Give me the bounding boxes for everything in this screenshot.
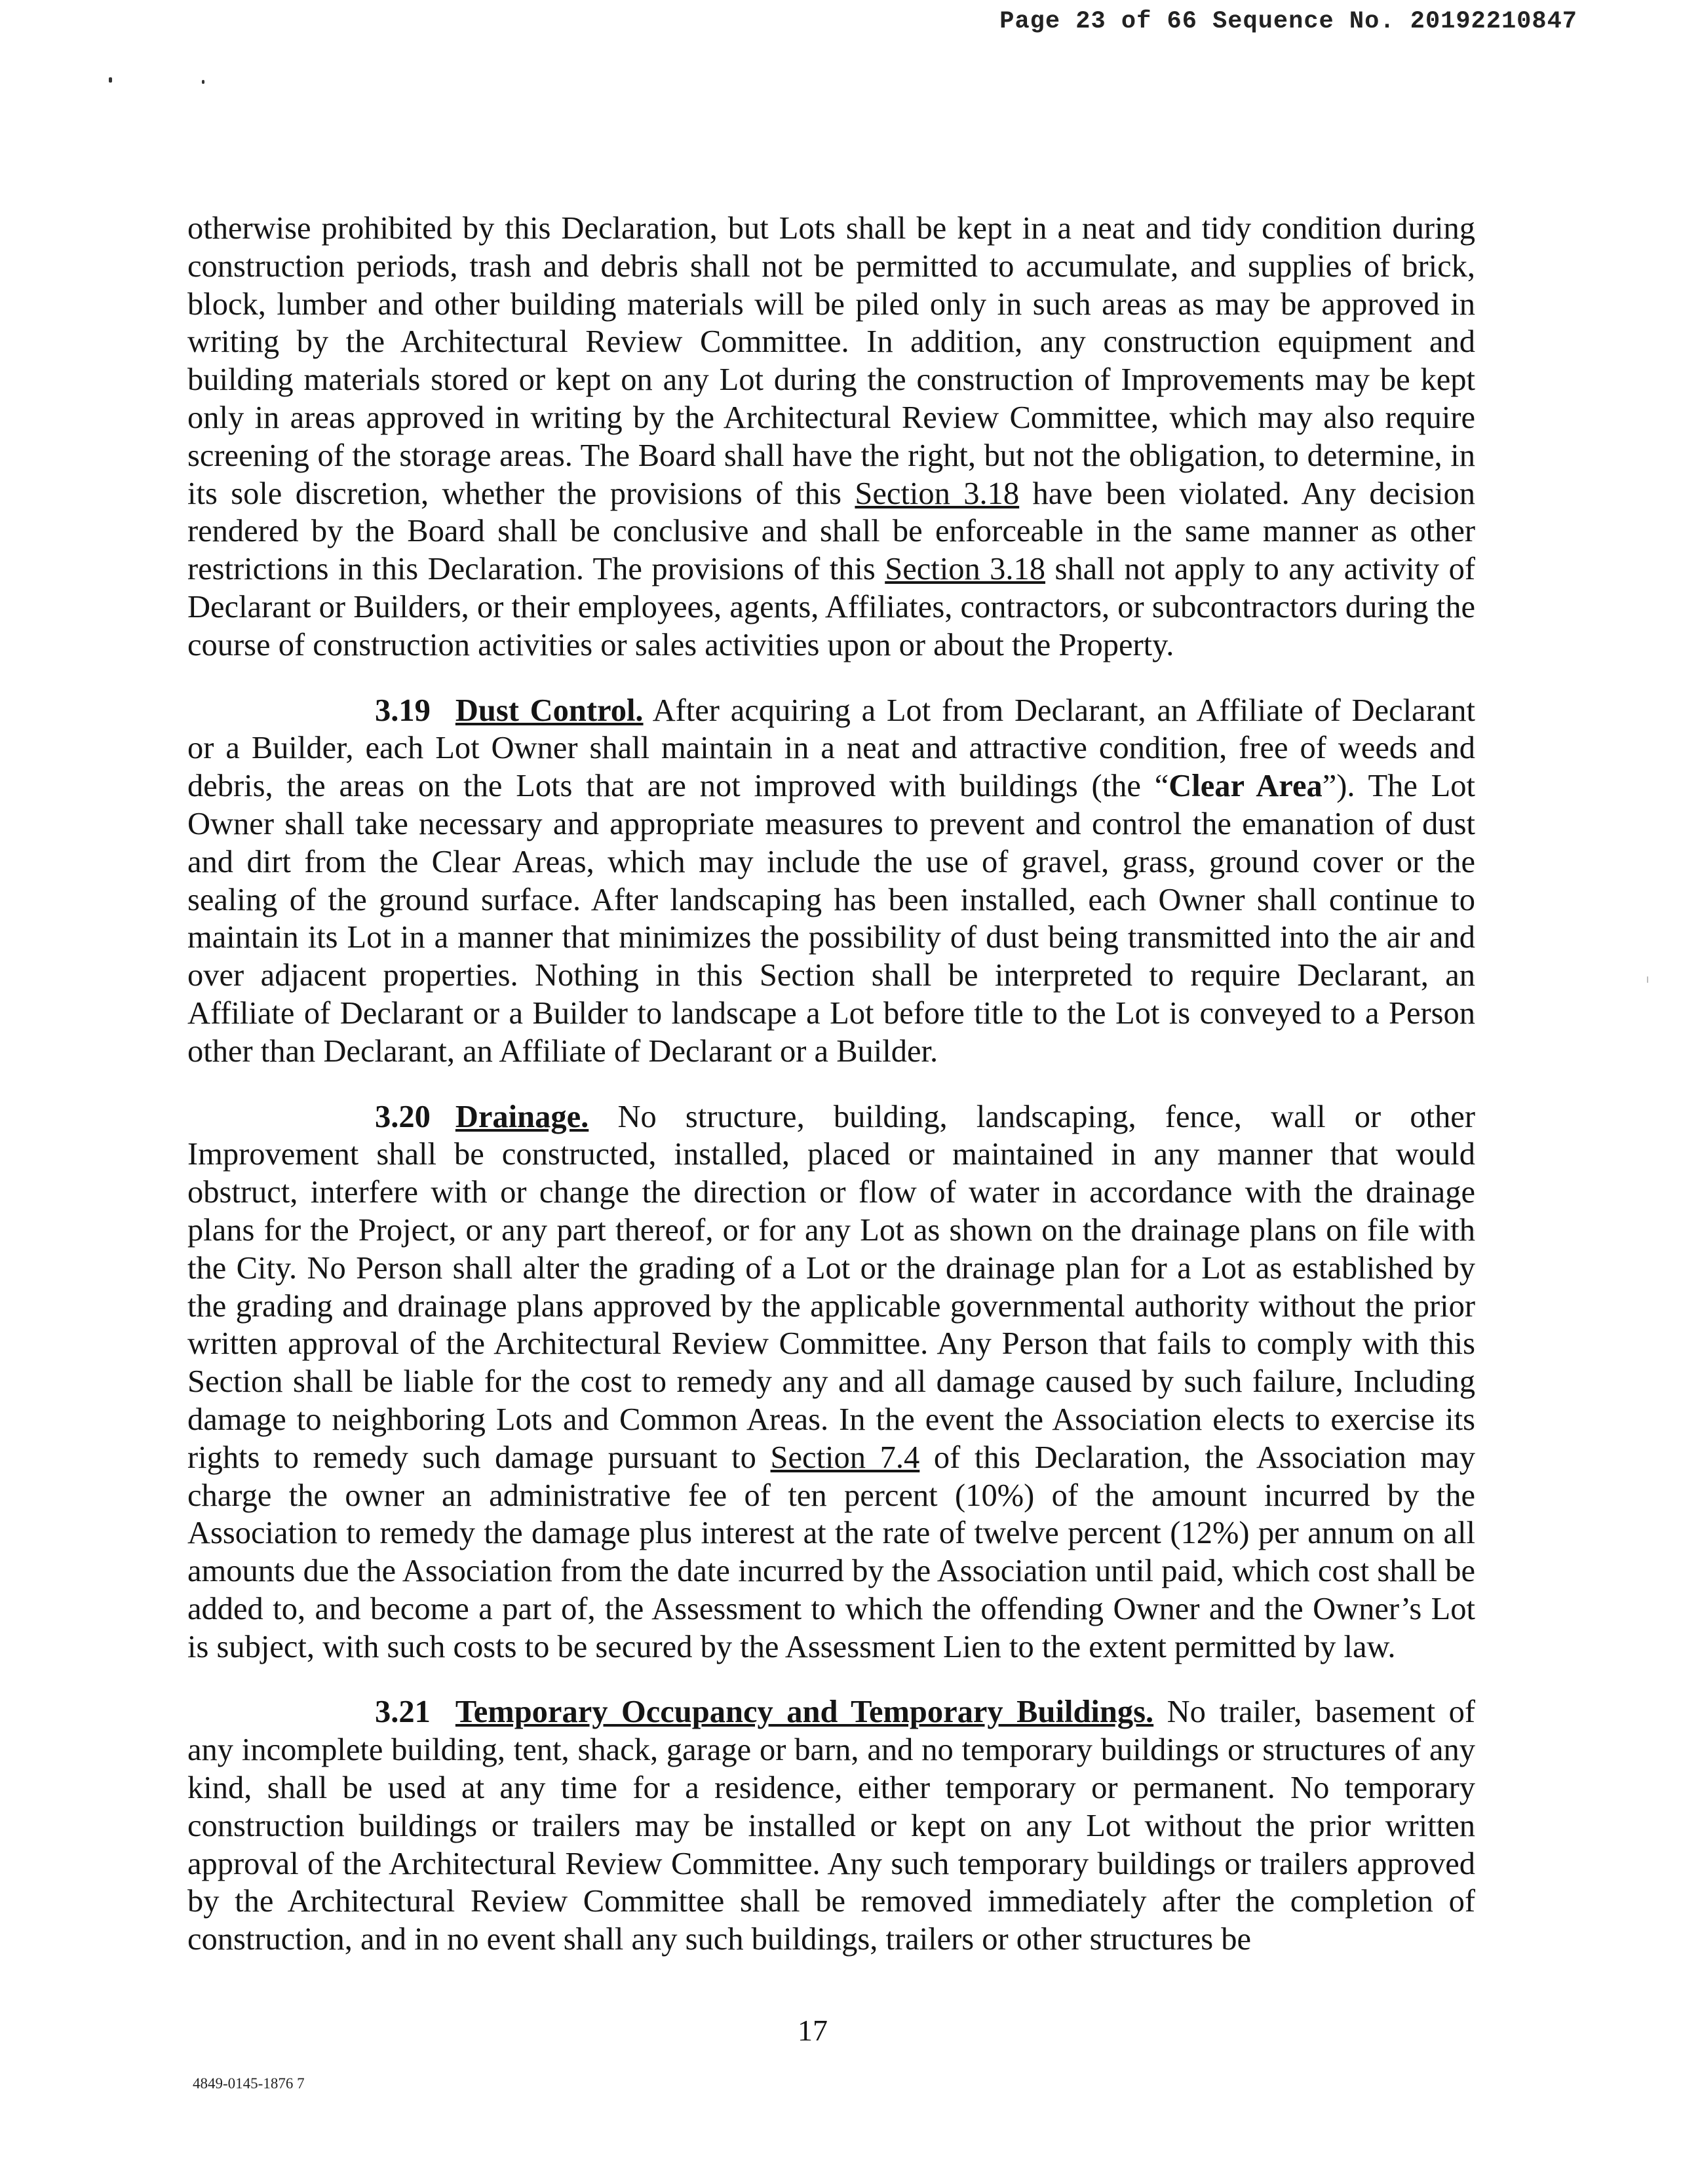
section-reference: Section 3.18	[855, 476, 1020, 511]
page-sequence-header: Page 23 of 66 Sequence No. 20192210847	[999, 8, 1577, 35]
section-3-21: 3.21 Temporary Occupancy and Temporary Buildings. No trailer, basement of any incomplete building, tent, shack, garage or barn, and no temporary buildings or structures of any kind, shall be used at any time for a residence, either temporary or permanent. No temporary construction buildings or trailers may be installed or kept on any Lot without the prior written approval of the Architectural Review Committee. Any such temporary buildings or trailers approved by the Architectural Review Committee shall be removed immediately after the completion of construction, and in no event shall any such buildings, trailers or other structures be	[187, 1695, 1475, 1957]
scan-artifact-mark	[1647, 976, 1648, 983]
document-id: 4849-0145-1876 7	[193, 2075, 305, 2092]
document-body	[187, 210, 1475, 1986]
section-number: 3.21	[375, 1695, 431, 1730]
continuation-paragraph: otherwise prohibited by this Declaration, but Lots shall be kept in a neat and tidy condition during construction periods, trash and debris shall not be permitted to accumulate, and supplies of brick, block, lumber and other building materials will be piled only in such areas as may be approved in writing by the Architectural Review Committee. In addition, any construction equipment and building materials stored or kept on any Lot during the construction of Improvements may be kept only in areas approved in writing by the Architectural Review Committee, which may also require screening of the storage areas. The Board shall have the right, but not the obligation, to determine, in its sole discretion, whether the provisions of this Section 3.18 have been violated. Any decision rendered by the Board shall be conclusive and shall be enforceable in the same manner as other restrictions in this Declaration. The provisions of this Section 3.18 shall not apply to any activity of Declarant or Builders, or their employees, agents, Affiliates, contractors, or subcontractors during the course of construction activities or sales activities upon or about the Property.	[187, 211, 1476, 662]
page-number: 17	[798, 2014, 828, 2047]
section-3-20: 3.20 Drainage. No structure, building, landscaping, fence, wall or other Improvement shall be constructed, installed, placed or maintained in any manner that would obstruct, interfere with or change the direction or flow of water in accordance with the drainage plans for the Project, or any part thereof, or for any Lot as shown on the drainage plans on file with the City. No Person shall alter the grading of a Lot or the drainage plan for a Lot as established by the grading and drainage plans approved by the applicable governmental authority without the prior written approval of the Architectural Review Committee. Any Person that fails to comply with this Section shall be liable for the cost to remedy any and all damage caused by such failure, Including damage to neighboring Lots and Common Areas. In the event the Association elects to exercise its rights to remedy such damage pursuant to Section 7.4 of this Declaration, the Association may charge the owner an administrative fee of ten percent (10%) of the amount incurred by the Association to remedy the damage plus interest at the rate of twelve percent (12%) per annum on all amounts due the Association from the date incurred by the Association until paid, which cost shall be added to, and become a part of, the Assessment to which the offending Owner and the Owner’s Lot is subject, with such costs to be secured by the Assessment Lien to the extent permitted by law.	[187, 1099, 1475, 1664]
section-title: Temporary Occupancy and Temporary Buildings.	[455, 1695, 1154, 1730]
section-3-19: 3.19 Dust Control. After acquiring a Lot from Declarant, an Affiliate of Declarant or a Builder, each Lot Owner shall maintain in a neat and attractive condition, free of weeds and debris, the areas on the Lots that are not improved with buildings (the “Clear Area”). The Lot Owner shall take necessary and appropriate measures to prevent and control the emanation of dust and dirt from the Clear Areas, which may include the use of gravel, grass, ground cover or the sealing of the ground surface. After landscaping has been installed, each Owner shall continue to maintain its Lot in a manner that minimizes the possibility of dust being transmitted into the air and over adjacent properties. Nothing in this Section shall be interpreted to require Declarant, an Affiliate of Declarant or a Builder to landscape a Lot before title to the Lot is conveyed to a Person other than Declarant, an Affiliate of Declarant or a Builder.	[187, 693, 1475, 1069]
section-title: Drainage.	[455, 1099, 589, 1134]
section-number: 3.20	[375, 1099, 431, 1134]
scan-artifact-mark	[202, 80, 204, 84]
scan-artifact-mark	[109, 77, 112, 83]
section-number: 3.19	[375, 693, 431, 728]
section-title: Dust Control.	[455, 693, 644, 728]
defined-term: Clear Area	[1169, 769, 1323, 804]
section-reference: Section 7.4	[770, 1440, 920, 1475]
section-reference: Section 3.18	[885, 552, 1046, 587]
